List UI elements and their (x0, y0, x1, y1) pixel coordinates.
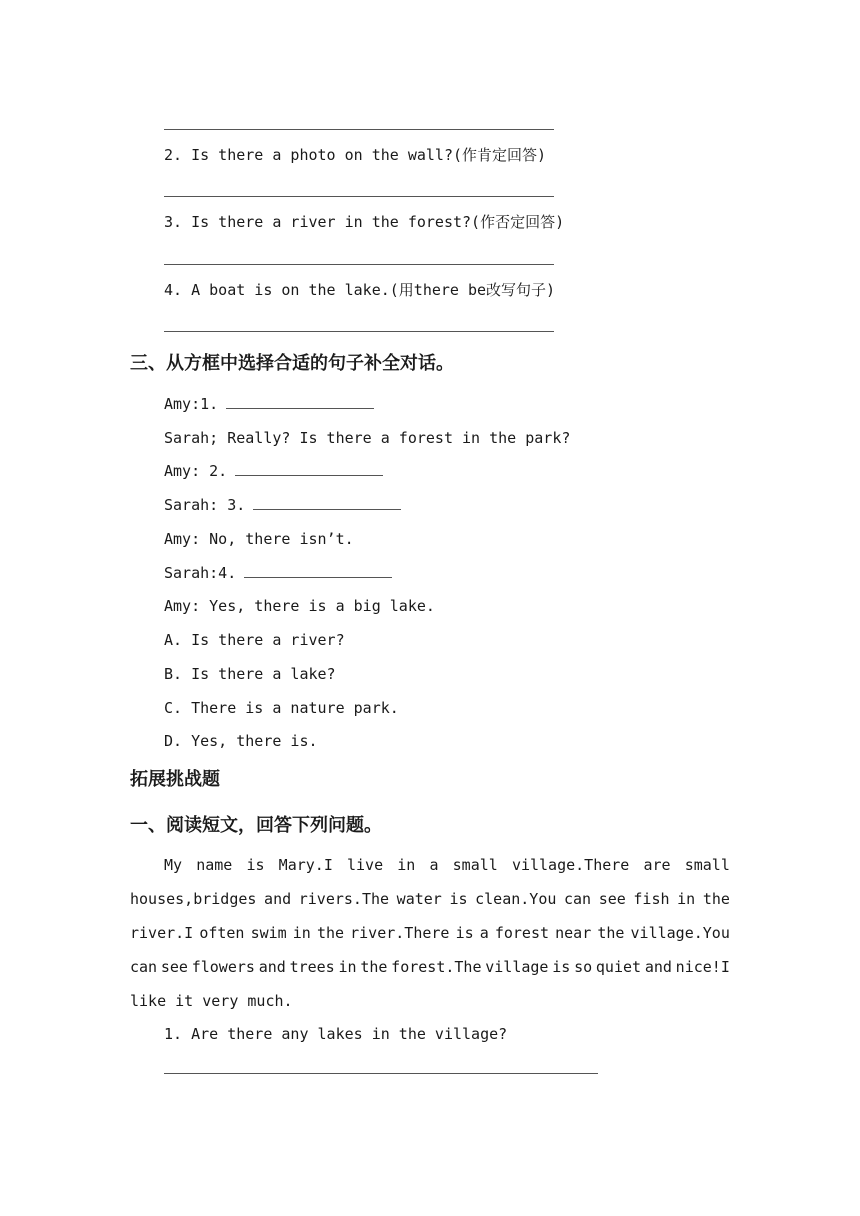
dialogue-line-5 (164, 529, 354, 549)
passage-word: so (574, 958, 593, 976)
passage-word: nice!I (675, 958, 730, 976)
answer-line-4[interactable] (164, 331, 554, 332)
answer-line-3[interactable] (164, 264, 554, 265)
passage-line (130, 916, 730, 950)
passage-word: in (338, 958, 357, 976)
dialogue-line-4 (164, 495, 401, 515)
dialogue-line-7 (164, 596, 435, 616)
option-b: B. Is there a lake? (164, 665, 336, 683)
passage-word: is (455, 924, 474, 942)
passage-word: trees (289, 958, 335, 976)
option-c: C. There is a nature park. (164, 699, 399, 717)
passage-word: Mary.I (278, 856, 333, 874)
passage-word: and (264, 890, 292, 908)
passage-word: small (684, 856, 730, 874)
passage-word: swim (250, 924, 287, 942)
passage-word: live (347, 856, 384, 874)
passage-word: near (555, 924, 592, 942)
passage-line (130, 848, 730, 882)
passage-word: houses,bridges (130, 890, 257, 908)
option-a: A. Is there a river? (164, 631, 345, 649)
passage-word: is (246, 856, 265, 874)
passage-word: is (552, 958, 571, 976)
passage-word: see (598, 890, 626, 908)
dialogue-text: Amy: 2. (164, 462, 228, 480)
passage-word: village (485, 958, 549, 976)
passage-word: the (702, 890, 730, 908)
passage-word: quiet (595, 958, 642, 976)
answer-line-2[interactable] (164, 196, 554, 197)
passage-word: name (196, 856, 233, 874)
passage-word: in (677, 890, 696, 908)
passage-line: like it very much. (130, 992, 293, 1010)
reading-question-1: 1. Are there any lakes in the village? (164, 1025, 508, 1043)
passage-word: fish (633, 890, 670, 908)
passage-word: in (397, 856, 416, 874)
passage-word: small (452, 856, 498, 874)
dialogue-text: Sarah:4. (164, 564, 237, 582)
reading-passage (130, 848, 730, 1018)
dialogue-line-3 (164, 461, 383, 481)
passage-word: a (479, 924, 489, 942)
passage-word: the (597, 924, 625, 942)
passage-word: water (396, 890, 442, 908)
reading-answer-line-1[interactable] (164, 1073, 598, 1074)
passage-line (130, 950, 730, 984)
dialogue-text: Amy: Yes, there is a big lake. (164, 597, 435, 615)
dialogue-text: Sarah: 3. (164, 496, 246, 514)
passage-word: village.There (511, 856, 630, 874)
question-item-4: 4. A boat is on the lake.(用there be改写句子) (164, 281, 556, 299)
answer-line-1[interactable] (164, 129, 554, 130)
dialogue-text: Amy: No, there isn’t. (164, 530, 354, 548)
passage-word: clean.You (475, 890, 557, 908)
passage-word: see (160, 958, 188, 976)
dialogue-blank-3[interactable] (253, 495, 401, 510)
passage-word: forest (494, 924, 550, 942)
passage-word: often (199, 924, 245, 942)
question-item-2: 2. Is there a photo on the wall?(作肯定回答) (164, 146, 547, 164)
passage-word: flowers (191, 958, 255, 976)
section3-heading: 三、从方框中选择合适的句子补全对话。 (130, 353, 454, 374)
passage-word: and (644, 958, 672, 976)
dialogue-blank-2[interactable] (235, 461, 383, 476)
passage-word: in (292, 924, 311, 942)
passage-word: the (316, 924, 345, 942)
option-d: D. Yes, there is. (164, 732, 318, 750)
dialogue-line-1 (164, 394, 374, 414)
question-item-3: 3. Is there a river in the forest?(作否定回答) (164, 213, 565, 231)
extension-heading: 拓展挑战题 (130, 769, 220, 790)
passage-word: river.There (350, 924, 450, 942)
reading-heading: 一、阅读短文，回答下列问题。 (130, 815, 382, 836)
dialogue-text: Sarah; Really? Is there a forest in the park? (164, 429, 571, 447)
dialogue-text: Amy:1. (164, 395, 219, 413)
passage-word: My (164, 856, 183, 874)
passage-word: is (449, 890, 468, 908)
passage-word: forest.The (391, 958, 482, 976)
dialogue-blank-1[interactable] (226, 394, 374, 409)
dialogue-blank-4[interactable] (244, 563, 392, 578)
passage-word: a (429, 856, 439, 874)
passage-line (130, 882, 730, 916)
passage-word: the (360, 958, 388, 976)
passage-word: are (643, 856, 671, 874)
passage-word: and (258, 958, 286, 976)
passage-word: village.You (630, 924, 730, 942)
passage-word: can (130, 958, 158, 976)
dialogue-line-2 (164, 428, 570, 448)
passage-word: can (564, 890, 592, 908)
dialogue-line-6 (164, 563, 392, 583)
passage-word: rivers.The (298, 890, 390, 908)
passage-word: river.I (130, 924, 194, 942)
